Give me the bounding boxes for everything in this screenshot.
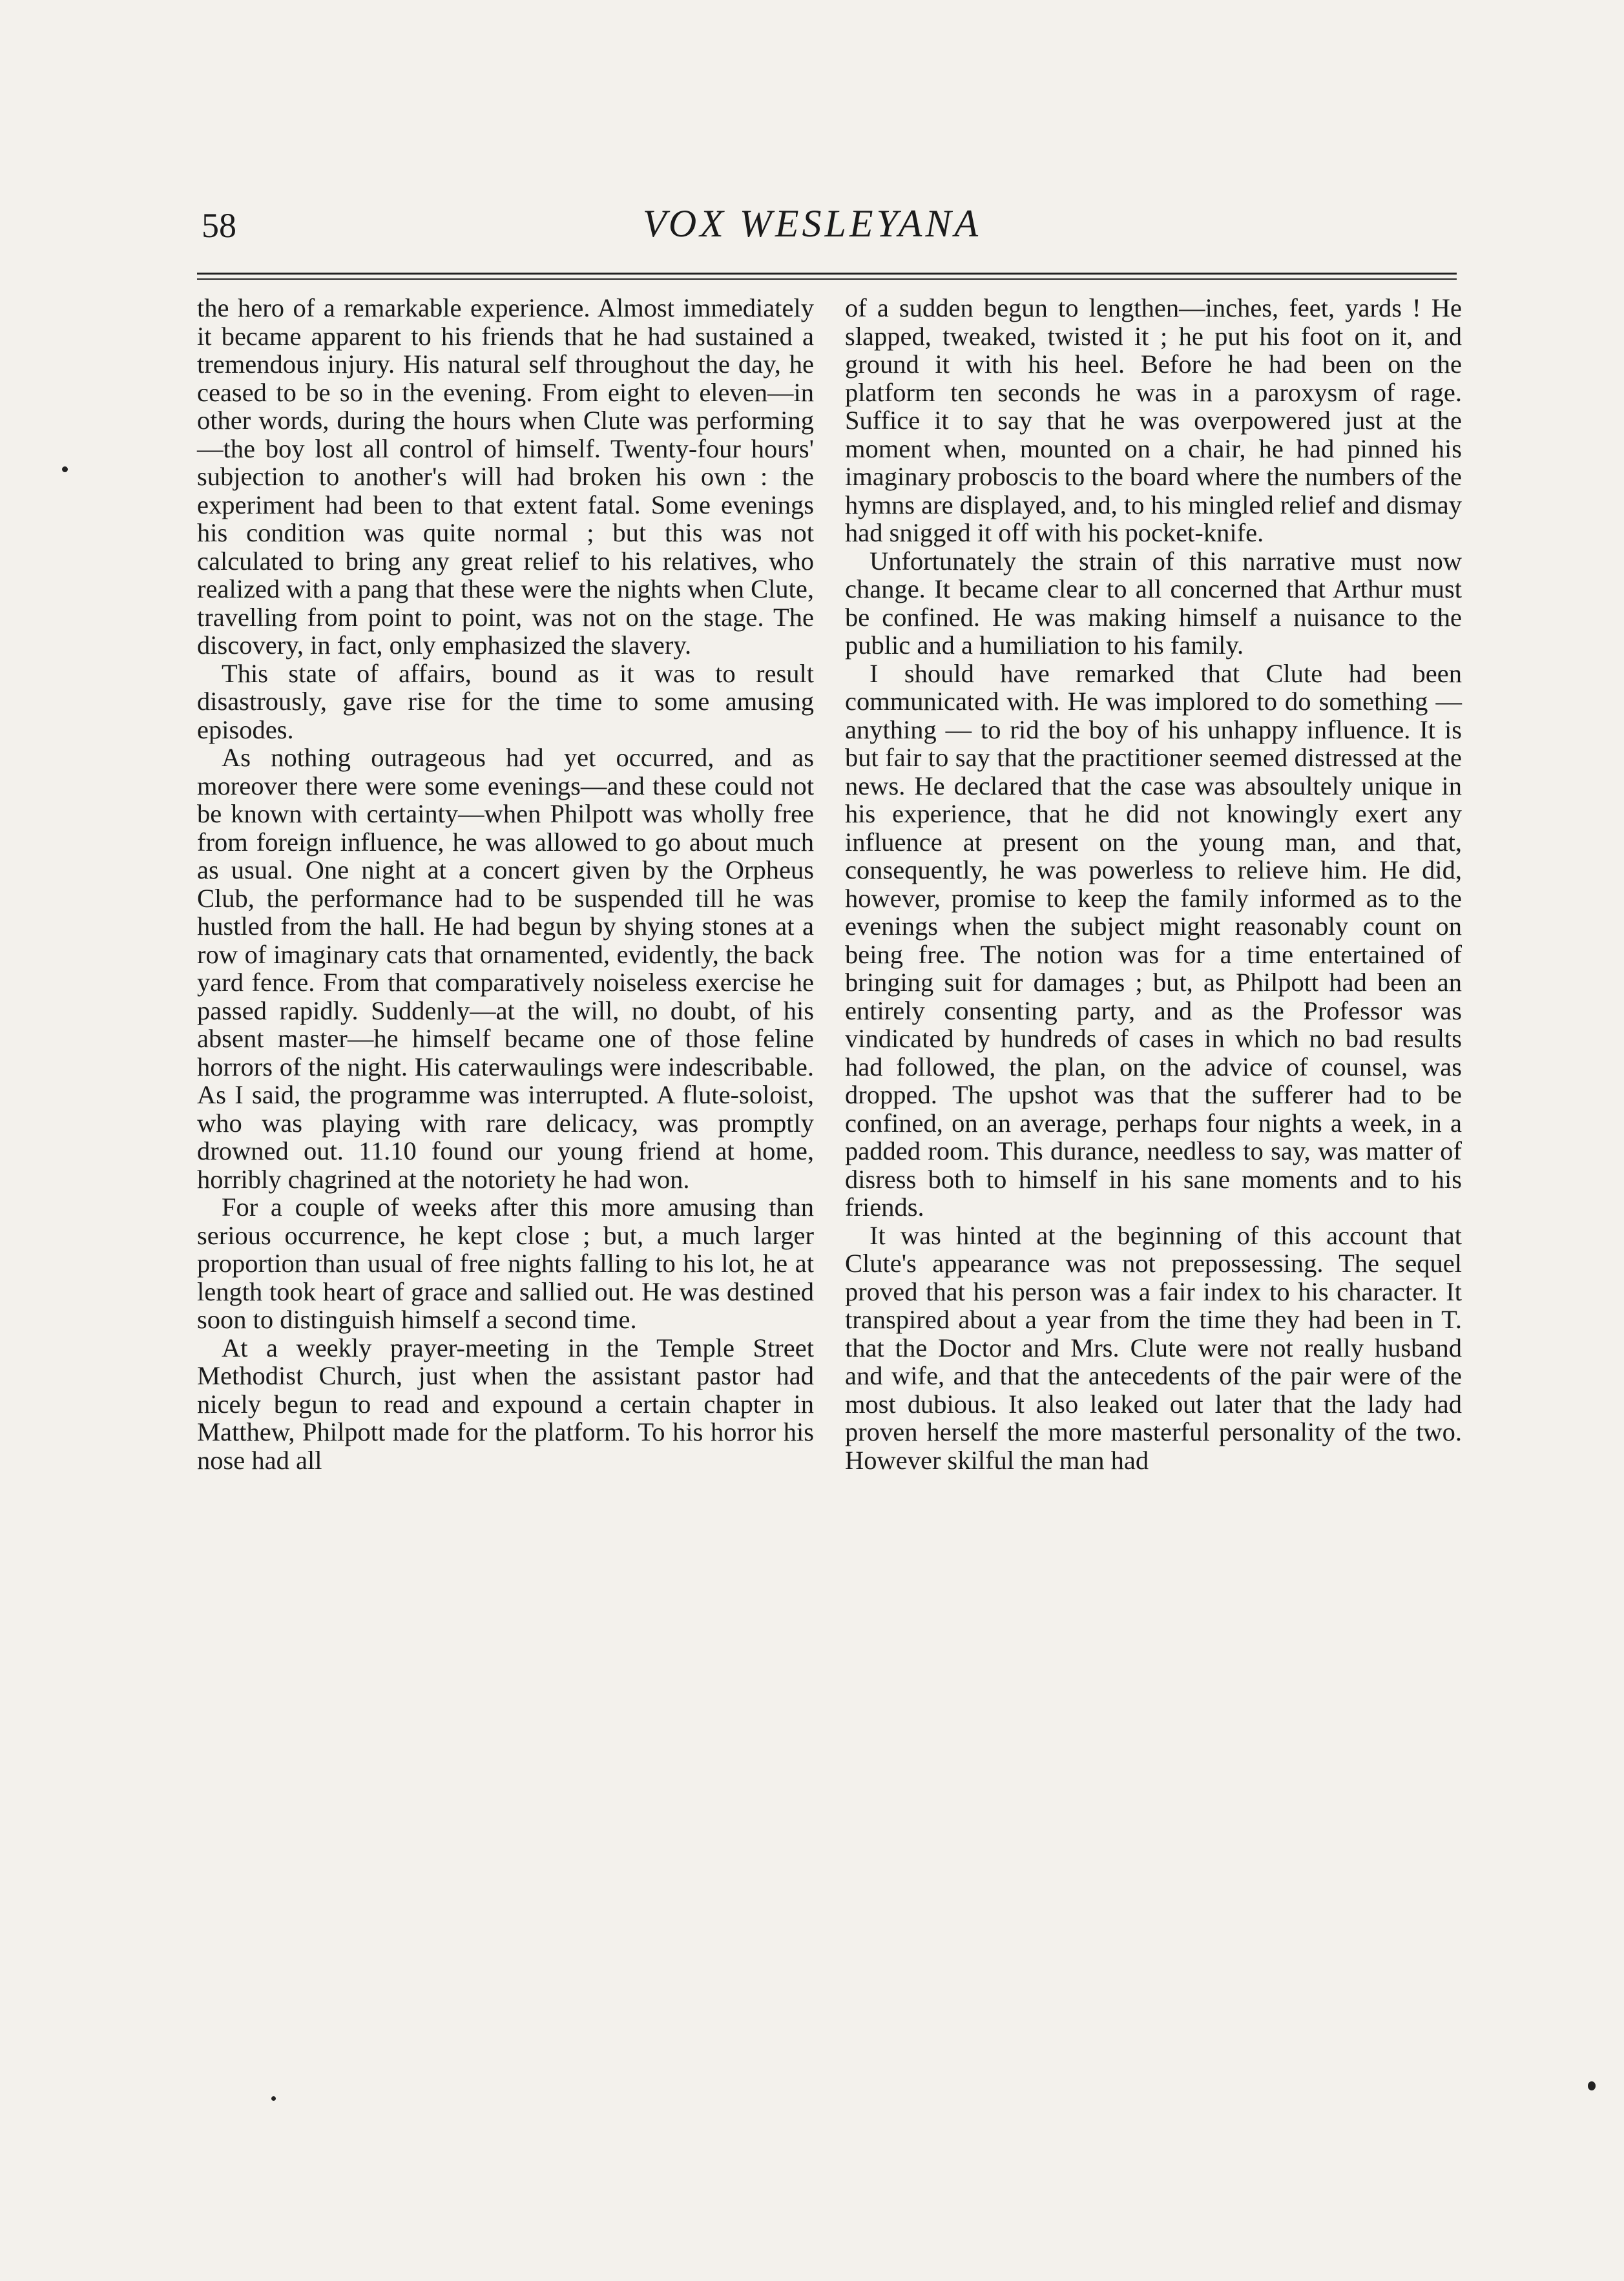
header-rule (197, 273, 1457, 280)
paragraph: For a couple of weeks after this more amusing than serious occurrence, he kept close ; but, a much larger proportion than usual of free nights falling to his lot, he at length took heart of grace and sallied out. He was destined soon to distinguish himself a second time. (197, 1193, 814, 1334)
page-number: 58 (202, 206, 236, 245)
paragraph: I should have remarked that Clute had been communicated with. He was implored to do something — anything — to rid the boy of his unhappy influence. It is but fair to say that the practitioner seemed distressed at the news. He declared that the case was absoultely unique in his experience, that he did not knowingly exert any influence at present on the young man, and that, consequently, he was powerless to relieve him. He did, however, promise to keep the family informed as to the evenings when the subject might reasonably count on being free. The notion was for a time entertained of bringing suit for damages ; but, as Philpott had been an entirely consenting party, and as the Professor was vindicated by hundreds of cases in which no bad results had followed, the plan, on the advice of counsel, was dropped. The upshot was that the sufferer had to be confined, on an average, perhaps four nights a week, in a padded room. This durance, needless to say, was matter of disress both to himself in his sane moments and to his friends. (845, 658, 1462, 1222)
scan-speck (62, 466, 68, 472)
right-column (845, 294, 1462, 1474)
paragraph: As nothing outrageous had yet occurred, and as moreover there were some evenings—and these could not be known with certainty—when Philpott was wholly free from foreign influence, he was allowed to go about much as usual. One night at a concert given by the Orpheus Club, the performance had to be suspended till he was hustled from the hall. He had begun by shying stones at a row of imaginary cats that ornamented, evidently, the back yard fence. From that comparatively noiseless exercise he passed rapidly. Suddenly—at the will, no doubt, of his absent master—he himself became one of those feline horrors of the night. His caterwaulings were indescribable. As I said, the programme was interrupted. A flute-soloist, who was playing with rare delicacy, was promptly drowned out. 11.10 found our young friend at home, horribly chagrined at the notoriety he had won. (197, 743, 814, 1194)
left-column (197, 294, 814, 1474)
paragraph: At a weekly prayer-meeting in the Temple Street Methodist Church, just when the assistant pastor had nicely begun to read and expound a certain chapter in Matthew, Philpott made for the platform. To his horror his nose had all (197, 1333, 814, 1475)
paragraph: of a sudden begun to lengthen—inches, feet, yards ! He slapped, tweaked, twisted it ; he put his foot on it, and ground it with his heel. Before he had been on the platform ten seconds he was in a paroxysm of rage. Suffice it to say that he was overpowered just at the moment when, mounted on a chair, he had pinned his imaginary proboscis to the board where the numbers of the hymns are displayed, and, to his mingled relief and dismay had snigged it off with his pocket-knife. (845, 293, 1462, 547)
paragraph: the hero of a remarkable experience. Almost immediately it became apparent to his friends that he had sustained a tremendous injury. His natural self throughout the day, he ceased to be so in the evening. From eight to eleven—in other words, during the hours when Clute was performing—the boy lost all control of himself. Twenty-four hours' subjection to another's will had broken his own : the experiment had been to that extent fatal. Some evenings his condition was quite normal ; but this was not calculated to bring any great relief to his relatives, who realized with a pang that these were the nights when Clute, travelling from point to point, was not on the stage. The discovery, in fact, only emphasized the slavery. (197, 293, 814, 660)
paragraph: Unfortunately the strain of this narrative must now change. It became clear to all concerned that Arthur must be confined. He was making himself a nuisance to the public and a humiliation to his family. (845, 546, 1462, 660)
paragraph: This state of affairs, bound as it was to result disastrously, gave rise for the time to some amusing episodes. (197, 658, 814, 744)
running-title: VOX WESLEYANA (643, 202, 981, 245)
scan-speck (1588, 2081, 1596, 2090)
scan-speck (271, 2096, 276, 2101)
paragraph: It was hinted at the beginning of this account that Clute's appearance was not prepossessing. The sequel proved that his person was a fair index to his character. It transpired about a year from the time they had been in T. that the Doctor and Mrs. Clute were not really husband and wife, and that the antecedents of the pair were of the most dubious. It also leaked out later that the lady had proven herself the more masterful personality of the two. However skilful the man had (845, 1220, 1462, 1475)
